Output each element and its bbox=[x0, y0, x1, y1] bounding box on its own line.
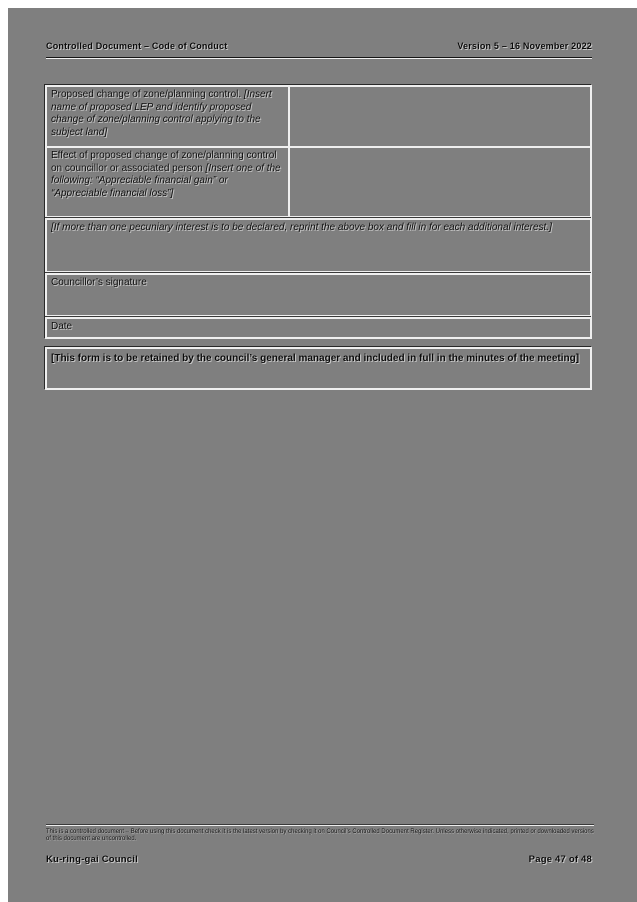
footer-page-number: Page 47 of 48 bbox=[528, 854, 592, 865]
retention-note-box bbox=[45, 347, 592, 390]
effect-of-change-hint: [Insert one of the following: “Appreciable financial gain” or “Appreciable financial loss”] bbox=[51, 162, 281, 199]
councillor-signature-box bbox=[45, 273, 592, 317]
table-row bbox=[47, 148, 590, 216]
footnote-separator bbox=[46, 824, 594, 826]
pecuniary-interest-table bbox=[45, 85, 592, 218]
proposed-change-hint: [Insert name of proposed LEP and identify proposed change of zone/planning control applying to the subject land] bbox=[51, 89, 272, 138]
additional-interest-note-box bbox=[45, 218, 592, 273]
proposed-change-label-cell bbox=[47, 87, 290, 146]
effect-of-change-label: Effect of proposed change of zone/planning control on councillor or associated person bbox=[51, 150, 277, 174]
effect-of-change-value-cell bbox=[290, 148, 590, 216]
effect-of-change-label-cell bbox=[47, 148, 290, 216]
document-page bbox=[8, 8, 637, 902]
footer-council-name: Ku-ring-gai Council bbox=[46, 854, 138, 865]
proposed-change-value-cell bbox=[290, 87, 590, 146]
table-row bbox=[47, 87, 590, 148]
page-header bbox=[46, 41, 592, 51]
retention-note: [This form is to be retained by the council’s general manager and included in full in the minutes of the meeting] bbox=[51, 353, 580, 364]
date-label: Date bbox=[51, 321, 73, 332]
header-document-title: Controlled Document – Code of Conduct bbox=[46, 41, 228, 51]
controlled-document-footnote: This is a controlled document – Before using this document check it is the latest version by checking it on Council’s Controlled Document Register. Unless otherwise indicated, printed or downloaded versions of this document are uncontrolled. bbox=[46, 829, 594, 842]
additional-interest-note: [If more than one pecuniary interest is to be declared, reprint the above box and fill in for each additional interest.] bbox=[51, 222, 552, 233]
header-version-info: Version 5 – 16 November 2022 bbox=[457, 41, 592, 51]
header-rule bbox=[46, 57, 592, 59]
proposed-change-label: Proposed change of zone/planning control. bbox=[51, 89, 242, 100]
date-box bbox=[45, 317, 592, 339]
councillor-signature-label: Councillor’s signature bbox=[51, 277, 147, 288]
page-footer bbox=[46, 854, 592, 865]
